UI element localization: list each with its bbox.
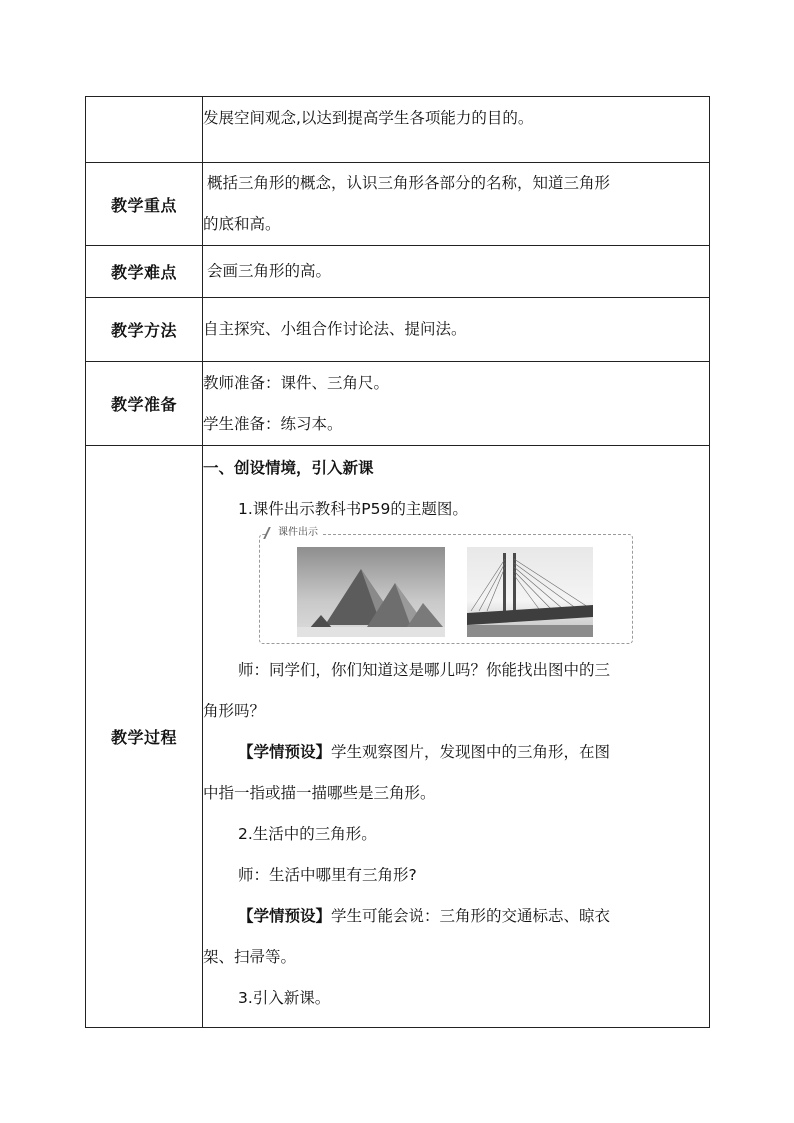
courseware-figure xyxy=(259,527,633,644)
row-content xyxy=(203,362,710,446)
row-content xyxy=(203,298,710,362)
preset-tag: 【学情预设】 xyxy=(238,743,332,761)
row-label-methods: 教学方法 xyxy=(86,298,203,362)
text-line: 的底和高。 xyxy=(203,215,281,233)
table-row xyxy=(86,97,710,163)
text-line: 架、扫帚等。 xyxy=(203,948,297,966)
step-3: 3.引入新课。 xyxy=(238,989,331,1007)
row-content xyxy=(203,246,710,298)
cable-stayed-bridge-photo xyxy=(467,547,593,637)
table-row xyxy=(86,298,710,362)
row-label-preparation: 教学准备 xyxy=(86,362,203,446)
section-heading: 一、创设情境，引入新课 xyxy=(203,459,374,477)
text-line: 师：同学们，你们知道这是哪儿吗？你能找出图中的三 xyxy=(238,661,611,679)
text-line: 自主探究、小组合作讨论法、提问法。 xyxy=(203,320,467,338)
step-2: 2.生活中的三角形。 xyxy=(238,825,377,843)
text-line xyxy=(203,896,709,937)
row-content-process xyxy=(203,446,710,1028)
text-line xyxy=(203,732,709,773)
preset-tag: 【学情预设】 xyxy=(238,907,332,925)
text-line: 概括三角形的概念，认识三角形各部分的名称，知道三角形 xyxy=(207,174,611,192)
preset-text: 学生可能会说：三角形的交通标志、晾衣 xyxy=(331,907,611,925)
row-label-empty xyxy=(86,97,203,163)
figure-caption: 课件出示 xyxy=(266,527,322,539)
row-label-difficulties: 教学难点 xyxy=(86,246,203,298)
table-row xyxy=(86,362,710,446)
text-line: 学生准备：练习本。 xyxy=(203,414,343,433)
row-label-key-points: 教学重点 xyxy=(86,163,203,246)
text-line: 发展空间观念,以达到提高学生各项能力的目的。 xyxy=(203,109,534,127)
row-label-process: 教学过程 xyxy=(86,446,203,1028)
preset-text: 学生观察图片，发现图中的三角形，在图 xyxy=(331,743,611,761)
row-content xyxy=(203,163,710,246)
lesson-plan-table xyxy=(85,96,710,1028)
table-row xyxy=(86,163,710,246)
text-line: 会画三角形的高。 xyxy=(207,262,332,280)
table-row xyxy=(86,246,710,298)
step-1: 1.课件出示教科书P59的主题图。 xyxy=(238,500,468,518)
text-line: 师：生活中哪里有三角形? xyxy=(238,866,417,884)
row-content xyxy=(203,97,710,163)
text-line: 角形吗？ xyxy=(203,702,266,720)
text-line: 教师准备：课件、三角尺。 xyxy=(203,373,390,392)
text-line: 中指一指或描一描哪些是三角形。 xyxy=(203,784,436,802)
pyramids-photo xyxy=(297,547,445,637)
table-row xyxy=(86,446,710,1028)
